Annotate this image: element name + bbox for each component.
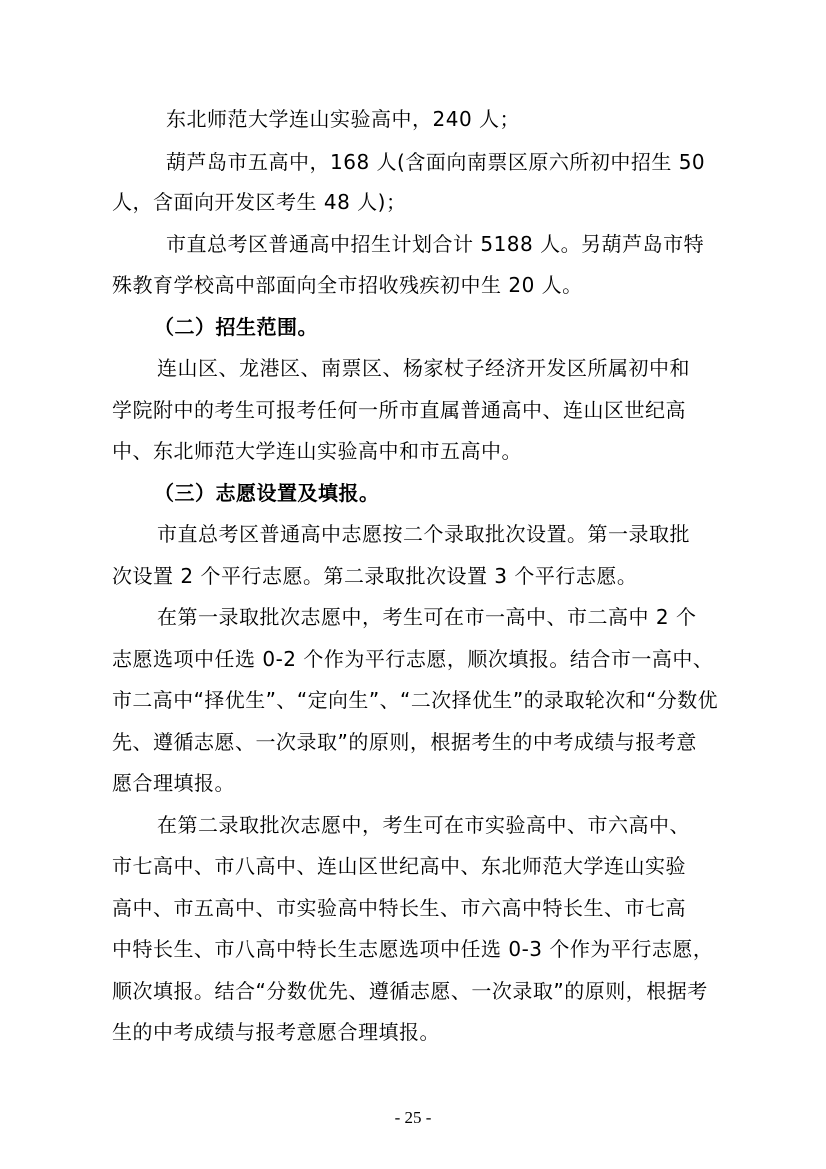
text-line: 人，含面向开发区考生 48 人)； (112, 190, 407, 214)
text-line: 中、东北师范大学连山实验高中和市五高中。 (112, 439, 522, 463)
text-line: 连山区、龙港区、南票区、杨家杖子经济开发区所属初中和 (157, 356, 690, 380)
text-line: 高中、市五高中、市实验高中特长生、市六高中特长生、市七高 (112, 896, 686, 920)
text-line: 学院附中的考生可报考任何一所市直属普通高中、连山区世纪高 (112, 398, 686, 422)
text-line: 次设置 2 个平行志愿。第二录取批次设置 3 个平行志愿。 (112, 564, 638, 588)
text-line: 市直总考区普通高中招生计划合计 5188 人。另葫芦岛市特 (166, 232, 705, 256)
text-line: 市七高中、市八高中、连山区世纪高中、东北师范大学连山实验 (112, 854, 686, 878)
section-heading: （三）志愿设置及填报。 (154, 481, 380, 505)
text-line: 东北师范大学连山实验高中，240 人； (166, 107, 521, 131)
text-line: 殊教育学校高中部面向全市招收残疾初中生 20 人。 (112, 273, 583, 297)
text-line: 市二高中“择优生”、“定向生”、“二次择优生”的录取轮次和“分数优 (112, 688, 719, 712)
text-line: 葫芦岛市五高中，168 人(含面向南票区原六所初中招生 50 (166, 150, 706, 174)
section-heading: （二）招生范围。 (154, 315, 318, 339)
text-line: 在第一录取批次志愿中，考生可在市一高中、市二高中 2 个 (157, 605, 697, 629)
text-line: 市直总考区普通高中志愿按二个录取批次设置。第一录取批 (157, 522, 690, 546)
text-line: 先、遵循志愿、一次录取”的原则，根据考生的中考成绩与报考意 (112, 730, 697, 754)
text-line: 中特长生、市八高中特长生志愿选项中任选 0-3 个作为平行志愿， (112, 937, 714, 961)
text-line: 志愿选项中任选 0-2 个作为平行志愿，顺次填报。结合市一高中、 (112, 647, 714, 671)
page-number: - 25 - (394, 1108, 432, 1127)
text-line: 生的中考成绩与报考意愿合理填报。 (112, 1020, 440, 1044)
text-line: 在第二录取批次志愿中，考生可在市实验高中、市六高中、 (157, 813, 690, 837)
text-line: 顺次填报。结合“分数优先、遵循志愿、一次录取”的原则，根据考 (112, 979, 708, 1003)
text-line: 愿合理填报。 (112, 771, 235, 795)
